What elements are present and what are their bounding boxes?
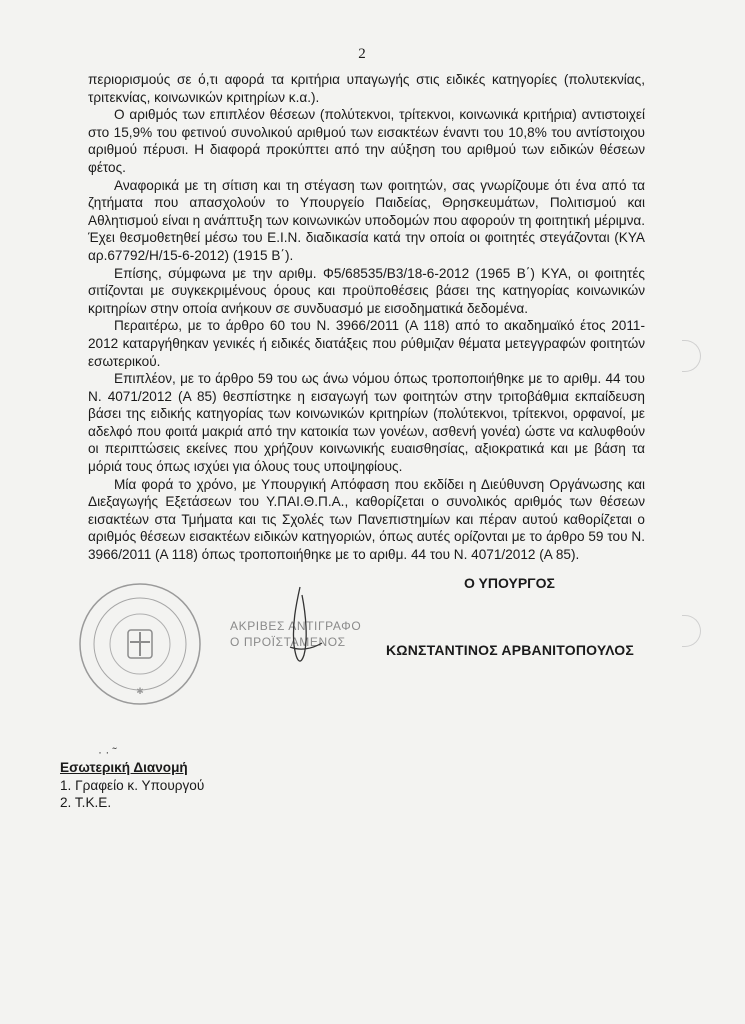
svg-text:✱: ✱ [136,686,144,696]
page-number: 2 [358,46,366,62]
paragraph-2: Ο αριθμός των επιπλέον θέσεων (πολύτεκνοι, τρίτεκνοι, κοινωνικά κριτήρια) αντιστοιχεί στο 15,9% του φετινού συνολικού αριθμού των εισακτέων έναντι του 10,8% του αντίστοιχου αριθμού πέρυσι. Η διαφορά προκύπτει από την αύξηση του αριθμού των ειδικών θέσεων φέτος. [88,107,645,175]
punch-hole-mark [682,340,701,372]
minister-title: Ο ΥΠΟΥΡΓΟΣ [464,575,555,591]
stamp-line-2: Ο ΠΡΟΪΣΤΑΜΕΝΟΣ [230,635,346,649]
official-seal-icon [78,582,202,706]
scan-artifact: · · ˜ [98,745,117,759]
punch-hole-mark [682,615,701,647]
internal-distribution [60,759,204,812]
letter-body [88,71,645,564]
handwritten-signature [270,585,330,675]
paragraph-5: Περαιτέρω, με το άρθρο 60 του Ν. 3966/2011 (Α 118) από το ακαδημαϊκό έτος 2011-2012 καταργήθηκαν γενικές ή ειδικές διατάξεις που ρύθμιζαν θέματα μετεγγραφών φοιτητών εσωτερικού. [88,318,645,369]
paragraph-1: περιορισμούς σε ό,τι αφορά τα κριτήρια υπαγωγής στις ειδικές κατηγορίες (πολυτεκνίας, τριτεκνίας, κοινωνικών κριτηρίων κ.α.). [88,72,645,105]
distribution-heading: Εσωτερική Διανομή [60,760,188,775]
stamp-line-1: ΑΚΡΙΒΕΣ ΑΝΤΙΓΡΑΦΟ [230,619,362,633]
paragraph-7: Μία φορά το χρόνο, με Υπουργική Απόφαση που εκδίδει η Διεύθυνση Οργάνωσης και Διεξαγωγής Εξετάσεων του Υ.ΠΑΙ.Θ.Π.Α., καθορίζεται ο συνολικός αριθμός των θέσεων εισακτέων στα Τμήματα και τις Σχολές των Πανεπιστημίων και πέραν αυτού καθορίζεται ο αριθμός θέσεων εισακτέων ειδικών κατηγοριών, όπως αυτές ορίζονται με το άρθρο 59 του Ν. 3966/2011 (Α 118) όπως τροποποιήθηκε με το αριθμ. 44 του Ν. 4071/2012 (Α 85). [88,476,645,563]
minister-name: ΚΩΝΣΤΑΝΤΙΝΟΣ ΑΡΒΑΝΙΤΟΠΟΥΛΟΣ [386,642,634,658]
distribution-item: 2. Τ.Κ.Ε. [60,795,112,811]
paragraph-4: Επίσης, σύμφωνα με την αριθμ. Φ5/68535/Β3/18-6-2012 (1965 Β΄) ΚΥΑ, οι φοιτητές σιτίζονται με συγκεκριμένους όρους και προϋποθέσεις βάσει της κατηγορίας κοινωνικών κριτηρίων στην οποία ανήκουν σε συνδυασμό με εισοδηματικά δεδομένα. [88,265,645,316]
paragraph-6: Επιπλέον, με το άρθρο 59 του ως άνω νόμου όπως τροποποιήθηκε με το αριθμ. 44 του Ν. 4071/2012 (Α 85) θεσπίστηκε η εισαγωγή των φοιτητών στην τριτοβάθμια εκπαίδευση βάσει της ειδικής κατηγορίας των κοινωνικών κριτηρίων (πολύτεκνοι, τρίτεκνοι, ορφανοί, με αδελφό που φοιτά μακριά από την κατοικία των γονέων, ασθενή γονέα) ώστε να καλυφθούν οι περιπτώσεις εκείνες που χρήζουν κοινωνικής ευαισθησίας, αξιοκρατικά και με βάση τα μόριά τους όπως ισχύει για όλους τους υποψηφίους. [88,371,645,475]
paragraph-3: Αναφορικά με τη σίτιση και τη στέγαση των φοιτητών, σας γνωρίζουμε ότι ένα από τα ζητήματα που απασχολούν το Υπουργείο Παιδείας, Θρησκευμάτων, Πολιτισμού και Αθλητισμού είναι η ανάπτυξη των κοινωνικών υποδομών που αφορούν τη φοιτητική μέριμνα. Έχει θεσμοθετηθεί μέσω του Ε.Ι.Ν. διαδικασία κατά την οποία οι φοιτητές στεγάζονται (ΚΥΑ αρ.67792/Η/15-6-2012) (1915 Β΄). [88,177,646,263]
distribution-item: 1. Γραφείο κ. Υπουργού [60,777,205,793]
